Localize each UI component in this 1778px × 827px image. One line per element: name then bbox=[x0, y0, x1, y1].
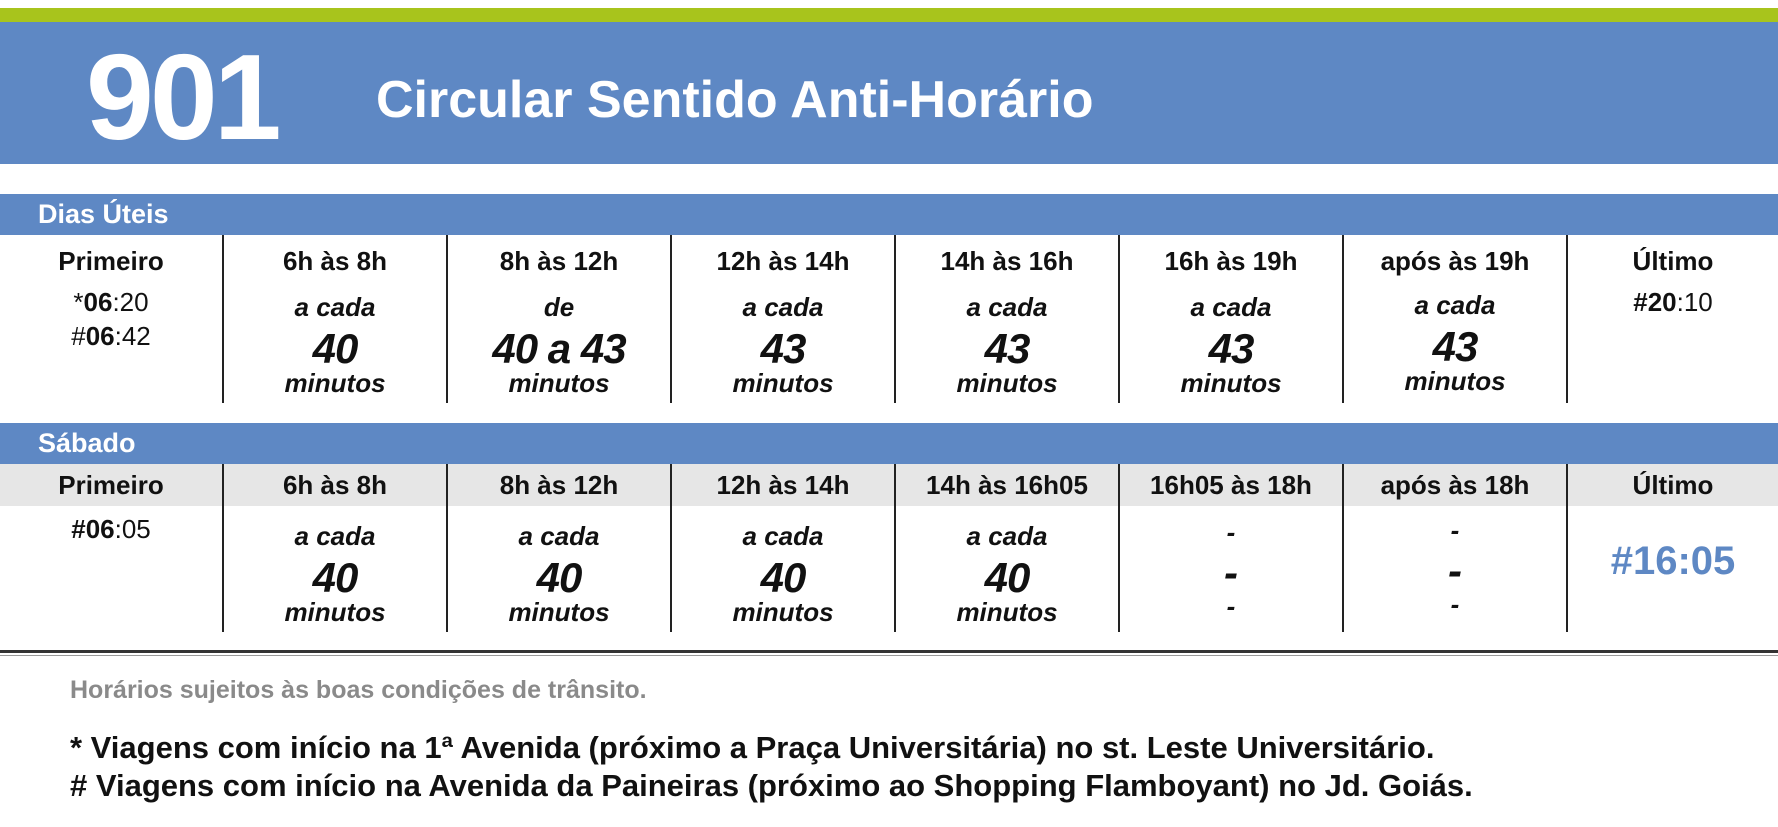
interval-unit: minutos bbox=[284, 597, 386, 627]
interval-prefix: a cada bbox=[294, 292, 376, 322]
weekdays-schedule-grid bbox=[0, 235, 1778, 405]
interval-value: 43 bbox=[1208, 325, 1254, 372]
note-hash: # Viagens com início na Avenida da Paineiras (próximo ao Shopping Flamboyant) no Jd. Goiás. bbox=[70, 768, 1473, 803]
interval-value: 40 bbox=[312, 554, 358, 601]
interval-header: 6h às 8h bbox=[282, 470, 388, 500]
last-time: #16:05 bbox=[1610, 539, 1736, 583]
interval-unit: minutos bbox=[732, 597, 834, 627]
saturday-section-bar bbox=[0, 423, 1778, 464]
interval-prefix: a cada bbox=[1414, 290, 1496, 320]
last-header: Último bbox=[1632, 470, 1714, 500]
interval-header: após às 18h bbox=[1380, 470, 1530, 500]
interval-header: 16h05 às 18h bbox=[1150, 470, 1312, 500]
interval-prefix: a cada bbox=[966, 521, 1048, 551]
interval-value: 40 a 43 bbox=[492, 325, 626, 372]
interval-unit: minutos bbox=[956, 597, 1058, 627]
interval-header: 12h às 14h bbox=[716, 246, 850, 276]
top-accent-stripe bbox=[0, 8, 1778, 22]
note-star: * Viagens com início na 1ª Avenida (próximo a Praça Universitária) no st. Leste Universitário. bbox=[70, 730, 1435, 765]
interval-value: 40 bbox=[984, 554, 1030, 601]
interval-header: 16h às 19h bbox=[1164, 246, 1298, 276]
route-number: 901 bbox=[86, 29, 278, 165]
weekdays-section-label: Dias Úteis bbox=[38, 199, 169, 229]
interval-header: 8h às 12h bbox=[499, 470, 619, 500]
interval-value: 40 bbox=[760, 554, 806, 601]
interval-unit: - bbox=[1450, 589, 1460, 619]
interval-header: 14h às 16h05 bbox=[926, 470, 1088, 500]
interval-value: 43 bbox=[1432, 323, 1478, 370]
first-time: #06:05 bbox=[71, 514, 151, 544]
interval-header: 12h às 14h bbox=[716, 470, 850, 500]
interval-prefix: a cada bbox=[518, 521, 600, 551]
interval-unit: minutos bbox=[284, 368, 386, 398]
table-bottom-rule-thin bbox=[0, 655, 1778, 656]
interval-value: 40 bbox=[312, 325, 358, 372]
interval-prefix: a cada bbox=[742, 521, 824, 551]
interval-header: 8h às 12h bbox=[499, 246, 619, 276]
interval-prefix: a cada bbox=[294, 521, 376, 551]
interval-value: 40 bbox=[536, 554, 582, 601]
interval-unit: - bbox=[1226, 591, 1236, 621]
interval-unit: minutos bbox=[508, 597, 610, 627]
weekdays-section-bar bbox=[0, 194, 1778, 235]
interval-prefix: a cada bbox=[742, 292, 824, 322]
interval-prefix: de bbox=[543, 292, 575, 322]
interval-unit: minutos bbox=[732, 368, 834, 398]
interval-unit: minutos bbox=[1404, 366, 1506, 396]
interval-value: 43 bbox=[984, 325, 1030, 372]
last-time: #20:10 bbox=[1633, 287, 1713, 317]
traffic-disclaimer: Horários sujeitos às boas condições de trânsito. bbox=[70, 676, 647, 704]
interval-unit: minutos bbox=[508, 368, 610, 398]
first-header: Primeiro bbox=[58, 246, 164, 276]
route-header bbox=[0, 22, 1778, 164]
first-time: #06:42 bbox=[71, 321, 151, 351]
interval-value: 43 bbox=[760, 325, 806, 372]
interval-value: - bbox=[1224, 549, 1238, 596]
table-bottom-rule bbox=[0, 650, 1778, 653]
last-header: Último bbox=[1632, 246, 1714, 276]
route-title: Circular Sentido Anti-Horário bbox=[376, 71, 1094, 129]
saturday-schedule-grid bbox=[0, 464, 1778, 644]
interval-prefix: a cada bbox=[1190, 292, 1272, 322]
first-header: Primeiro bbox=[58, 470, 164, 500]
interval-unit: minutos bbox=[1180, 368, 1282, 398]
saturday-section-label: Sábado bbox=[38, 428, 136, 458]
interval-header: 14h às 16h bbox=[940, 246, 1074, 276]
interval-unit: minutos bbox=[956, 368, 1058, 398]
interval-prefix: - bbox=[1226, 517, 1236, 547]
interval-header: após às 19h bbox=[1380, 246, 1530, 276]
first-time: *06:20 bbox=[73, 287, 149, 317]
interval-header: 6h às 8h bbox=[282, 246, 388, 276]
interval-prefix: - bbox=[1450, 515, 1460, 545]
interval-value: - bbox=[1448, 547, 1462, 594]
interval-prefix: a cada bbox=[966, 292, 1048, 322]
